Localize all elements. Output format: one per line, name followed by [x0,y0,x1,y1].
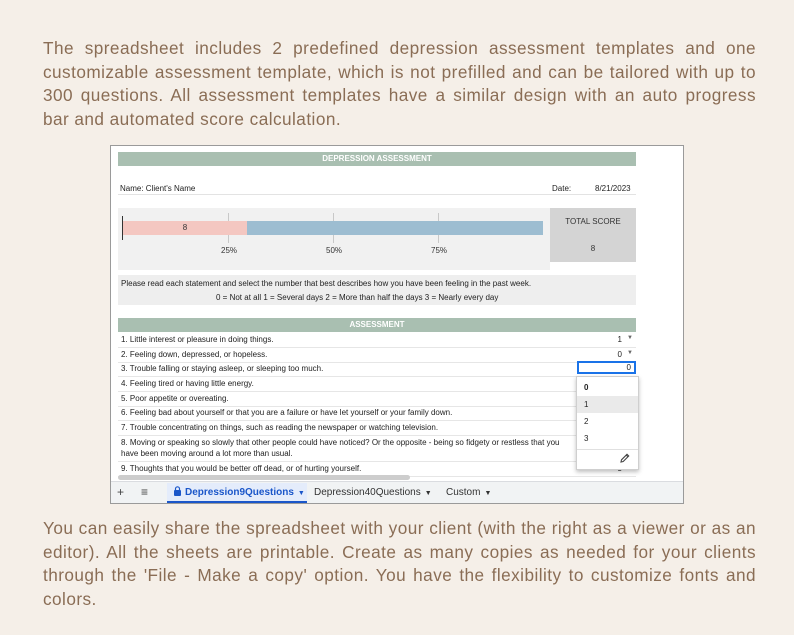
dropdown-option-2[interactable]: 2 [584,417,589,426]
tick-label-75: 75% [431,246,448,255]
question-text: 3. Trouble falling or staying asleep, or sleeping too much. [121,364,324,373]
dropdown-option-3[interactable]: 3 [584,434,589,443]
dropdown-arrow-icon[interactable]: ▼ [627,350,633,356]
sheet-tab-bar [111,481,683,504]
date-value-cell[interactable]: 8/21/2023 [595,184,631,193]
tick-label-50: 50% [326,246,343,255]
horizontal-scrollbar[interactable] [118,475,410,480]
all-sheets-menu-icon[interactable]: ≡ [141,485,149,499]
progress-value-label: 8 [182,223,188,232]
tab-menu-caret-icon[interactable]: ▼ [297,490,305,497]
tab-depression40questions[interactable]: Depression40Questions ▼ [314,487,432,498]
assessment-title-banner: DEPRESSION ASSESSMENT [118,152,636,166]
total-score-value: 8 [590,244,596,253]
tab-menu-caret-icon[interactable]: ▼ [484,490,492,497]
lock-icon [173,486,182,496]
question-text: 2. Feeling down, depressed, or hopeless. [121,350,268,359]
instructions-text: Please read each statement and select the number that best describes how you have been feeling in the past week. [121,279,532,288]
answer-value[interactable]: 0 [617,350,622,359]
edit-pencil-icon[interactable] [619,452,631,464]
tab-menu-caret-icon[interactable]: ▼ [424,490,432,497]
scale-legend: 0 = Not at all 1 = Several days 2 = More than half the days 3 = Nearly every day [216,293,499,302]
intro-paragraph: The spreadsheet includes 2 predefined depression assessment templates and one customizable assessment template, which is not prefilled and can be tailored with up to 300 questions. All assessment templates have a similar design with an auto progress bar and automated score calculation. [43,38,756,129]
question-text: 6. Feeling bad about yourself or that you are a failure or have let yourself or your family down. [121,408,453,417]
question-text: 8. Moving or speaking so slowly that other people could have noticed? Or the opposite - being so fidgety or restless that you have been moving around a lot more than usual. [121,438,560,458]
question-row-2 [118,348,636,363]
question-row-8 [118,435,636,462]
question-text: 4. Feeling tired or having little energy. [121,379,254,388]
instructions-box [118,275,636,305]
question-row-6 [118,406,636,421]
dropdown-divider [577,449,638,450]
question-text: 1. Little interest or pleasure in doing things. [121,335,274,344]
question-row-1 [118,333,636,348]
tick-label-25: 25% [221,246,238,255]
answer-value[interactable]: 1 [617,335,622,344]
dropdown-arrow-icon[interactable]: ▼ [627,335,633,341]
progress-start-marker [122,216,123,240]
assessment-section-banner: ASSESSMENT [118,318,636,332]
tab-custom[interactable]: Custom ▼ [446,487,492,498]
active-cell-editor[interactable] [577,361,636,374]
dropdown-option-0[interactable]: 0 [584,383,589,392]
tab-depression9questions[interactable]: Depression9Questions ▼ [167,483,307,503]
outro-paragraph: You can easily share the spreadsheet with your client (with the right as a viewer or as an editor). All the sheets are printable. Create as many copies as needed for your clients through the 'File - Make a copy' option. You have the flexibility to customize fonts and colors. [43,518,756,609]
dropdown-option-1[interactable]: 1 [577,396,638,413]
question-row-5 [118,392,636,407]
total-score-label: TOTAL SCORE [565,217,621,226]
date-label: Date: [552,184,572,193]
question-text: 9. Thoughts that you would be better off dead, or of hurting yourself. [121,464,362,473]
add-sheet-icon[interactable]: + [117,485,125,499]
active-cell-value: 0 [626,363,631,372]
total-score-box [550,208,636,262]
client-name-cell[interactable]: Name: Client's Name [120,184,196,193]
value-dropdown-menu [576,376,639,470]
progress-area [118,208,550,270]
question-row-4 [118,377,636,392]
question-row-7 [118,421,636,436]
question-text: 5. Poor appetite or overeating. [121,394,229,403]
question-text: 7. Trouble concentrating on things, such as reading the newspaper or watching television. [121,423,439,432]
spreadsheet-window [110,145,684,504]
question-row-3 [118,362,636,377]
